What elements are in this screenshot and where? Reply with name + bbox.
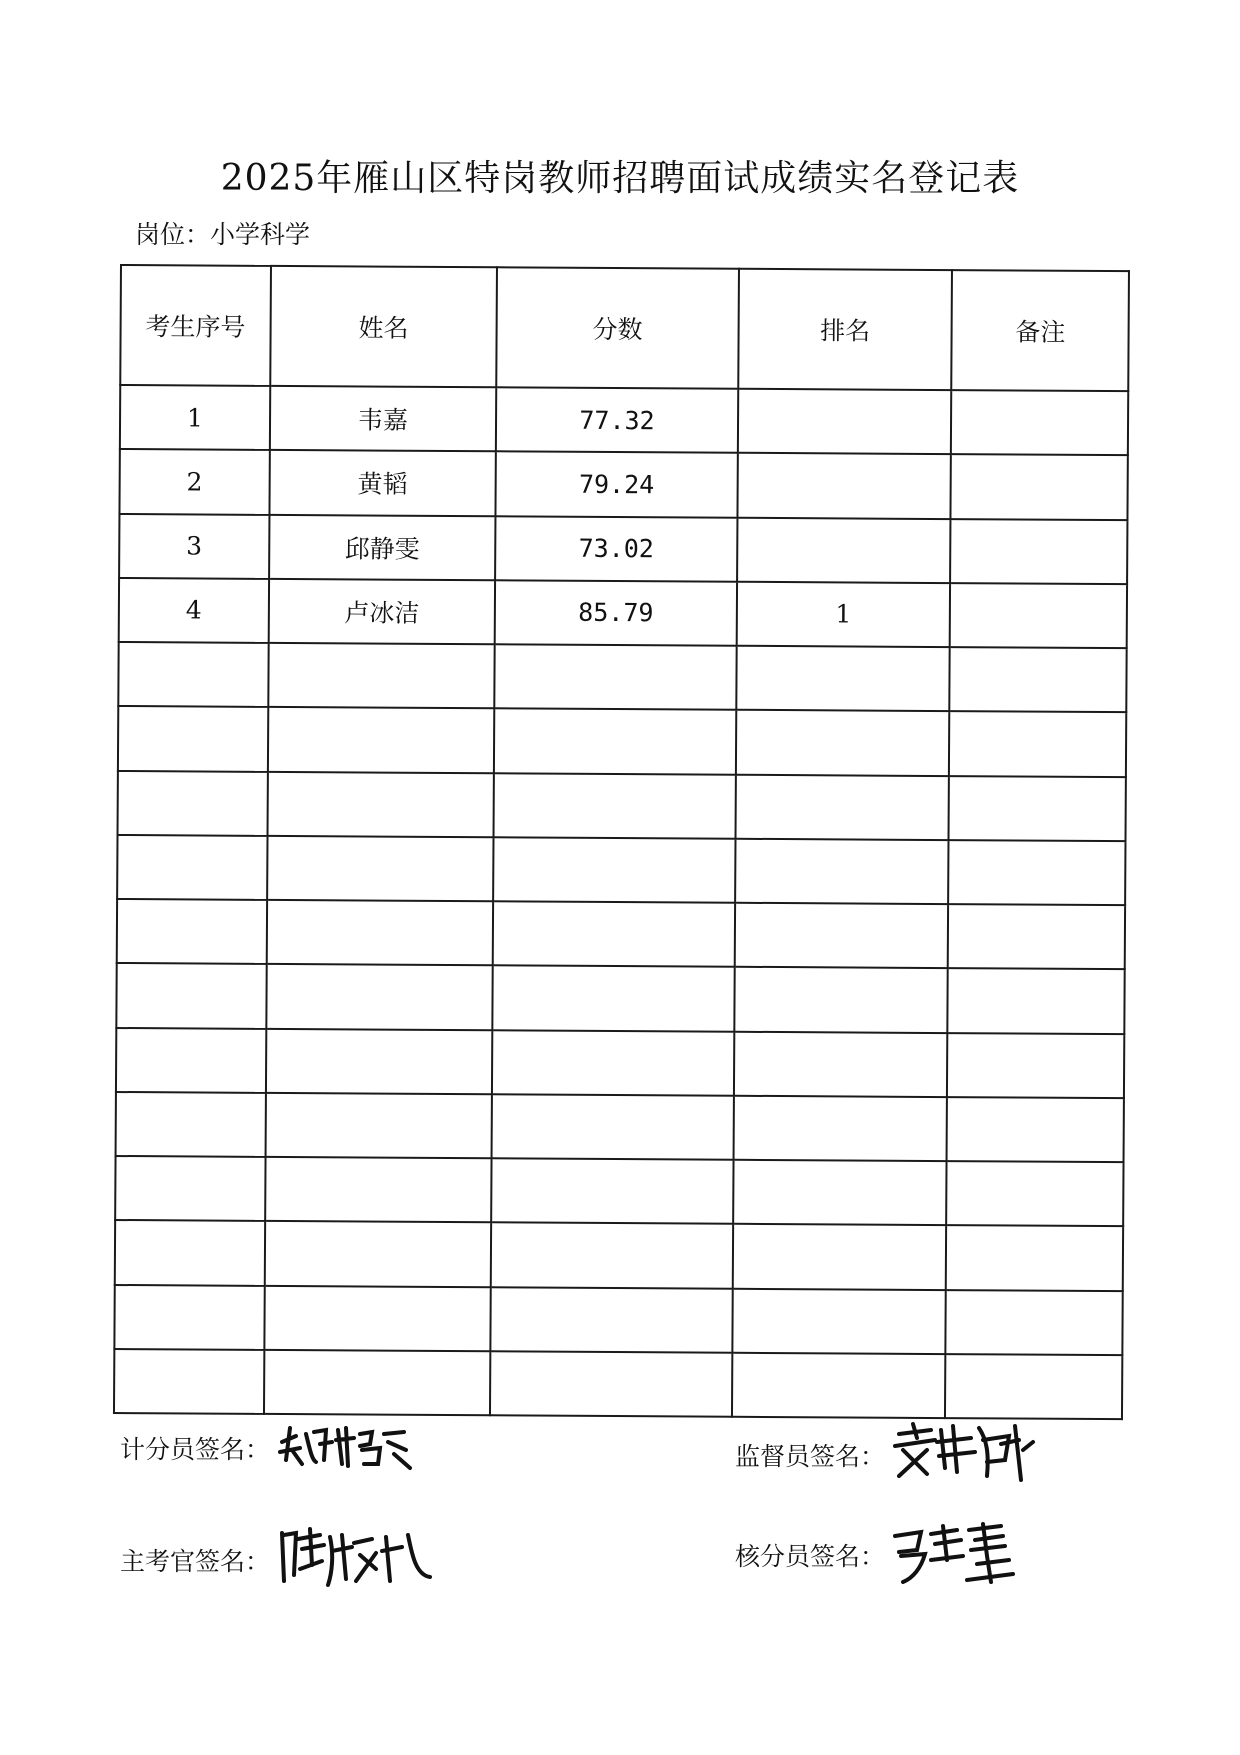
table-row xyxy=(119,449,1127,519)
cell-rank xyxy=(734,1031,948,1097)
cell-note xyxy=(951,390,1128,455)
score-table xyxy=(113,264,1130,1420)
cell-rank xyxy=(737,517,951,583)
cell-name: 韦嘉 xyxy=(270,386,497,452)
cell-score: 73.02 xyxy=(495,516,737,582)
cell-name: 卢冰洁 xyxy=(268,579,495,645)
cell-rank xyxy=(733,1096,947,1162)
cell-note xyxy=(945,1354,1122,1419)
examiner-label: 主考官签名： xyxy=(120,1547,271,1576)
cell-rank xyxy=(732,1288,946,1354)
cell-rank xyxy=(735,839,949,905)
post-line: 岗位：小学科学 xyxy=(135,220,311,249)
cell-score xyxy=(493,837,735,903)
table-row xyxy=(120,385,1128,455)
table-row xyxy=(117,899,1125,969)
cell-name: 黄韬 xyxy=(269,450,496,516)
page-title: 2025年雁山区特岗教师招聘面试成绩实名登记表 xyxy=(220,158,1020,199)
cell-seq xyxy=(115,1220,265,1285)
cell-seq: 3 xyxy=(119,514,269,579)
cell-seq: 1 xyxy=(120,385,270,450)
cell-seq xyxy=(116,963,266,1028)
cell-note xyxy=(949,776,1126,841)
cell-score xyxy=(493,966,735,1032)
header-name: 姓名 xyxy=(270,266,497,387)
cell-seq xyxy=(117,835,267,900)
cell-seq xyxy=(118,706,268,771)
cell-rank xyxy=(734,903,948,969)
table-row xyxy=(118,770,1126,840)
checker-signature xyxy=(891,1520,1021,1590)
cell-rank: 1 xyxy=(736,582,950,648)
cell-score xyxy=(492,1094,734,1160)
cell-note xyxy=(947,1033,1124,1098)
table-row xyxy=(114,1349,1122,1419)
table-row xyxy=(118,706,1126,776)
cell-score xyxy=(494,773,736,839)
examiner-signature-row xyxy=(120,1525,436,1595)
table-row xyxy=(115,1220,1123,1290)
cell-score xyxy=(491,1223,733,1289)
cell-rank xyxy=(733,1224,947,1290)
checker-signature-row xyxy=(735,1520,1021,1590)
cell-score: 85.79 xyxy=(495,580,737,646)
cell-rank xyxy=(736,646,950,712)
cell-score xyxy=(491,1158,733,1224)
cell-score xyxy=(491,1287,733,1353)
table-row xyxy=(116,963,1124,1033)
cell-score xyxy=(493,901,735,967)
supervisor-signature-row xyxy=(735,1420,1041,1490)
cell-note xyxy=(949,711,1126,776)
cell-note xyxy=(950,519,1127,584)
cell-note xyxy=(947,1097,1124,1162)
cell-note xyxy=(948,840,1125,905)
table-body xyxy=(114,385,1128,1419)
cell-name: 邱静雯 xyxy=(269,514,496,580)
cell-seq xyxy=(114,1284,264,1349)
cell-note xyxy=(948,904,1125,969)
cell-seq xyxy=(116,1092,266,1157)
cell-name xyxy=(264,1350,491,1416)
cell-rank xyxy=(734,967,948,1033)
cell-rank xyxy=(732,1353,946,1419)
cell-seq xyxy=(116,1027,266,1092)
table-row xyxy=(119,514,1127,584)
table-row xyxy=(118,642,1126,712)
cell-name xyxy=(266,900,493,966)
cell-score: 79.24 xyxy=(496,452,738,518)
cell-seq: 2 xyxy=(119,449,269,514)
cell-seq: 4 xyxy=(119,578,269,643)
table-row xyxy=(116,1092,1124,1162)
cell-rank xyxy=(733,1160,947,1226)
header-seq: 考生序号 xyxy=(120,265,270,386)
cell-note xyxy=(950,583,1127,648)
cell-score xyxy=(494,644,736,710)
table-header-row xyxy=(120,265,1129,391)
examiner-signature xyxy=(276,1525,436,1595)
table-row xyxy=(116,1027,1124,1097)
cell-name xyxy=(264,1221,491,1287)
cell-rank xyxy=(738,389,952,455)
cell-score xyxy=(494,709,736,775)
header-note: 备注 xyxy=(952,270,1129,391)
cell-note xyxy=(948,968,1125,1033)
cell-rank xyxy=(735,774,949,840)
header-score: 分数 xyxy=(496,267,738,388)
cell-rank xyxy=(737,453,951,519)
cell-note xyxy=(946,1225,1123,1290)
cell-name xyxy=(268,707,495,773)
cell-seq xyxy=(118,642,268,707)
table-row xyxy=(119,578,1127,648)
table-row xyxy=(117,835,1125,905)
supervisor-label: 监督员签名： xyxy=(735,1442,886,1471)
scorer-signature xyxy=(276,1420,416,1476)
cell-rank xyxy=(736,710,950,776)
cell-note xyxy=(950,647,1127,712)
cell-name xyxy=(264,1285,491,1351)
scorer-signature-row xyxy=(120,1420,416,1476)
cell-score xyxy=(492,1030,734,1096)
cell-seq xyxy=(115,1156,265,1221)
cell-name xyxy=(266,1028,493,1094)
cell-note xyxy=(951,454,1128,519)
cell-score xyxy=(490,1351,732,1417)
cell-name xyxy=(265,1093,492,1159)
cell-seq xyxy=(114,1349,264,1414)
cell-note xyxy=(946,1290,1123,1355)
scorer-label: 计分员签名： xyxy=(120,1435,271,1464)
cell-score: 77.32 xyxy=(496,387,738,453)
cell-name xyxy=(268,643,495,709)
cell-seq xyxy=(118,770,268,835)
checker-label: 核分员签名： xyxy=(735,1542,886,1571)
cell-name xyxy=(267,771,494,837)
cell-seq xyxy=(117,899,267,964)
table-row xyxy=(115,1156,1123,1226)
cell-name xyxy=(266,964,493,1030)
cell-name xyxy=(267,836,494,902)
table-row xyxy=(114,1284,1122,1354)
supervisor-signature xyxy=(891,1420,1041,1490)
header-rank: 排名 xyxy=(738,269,952,390)
cell-note xyxy=(946,1161,1123,1226)
cell-name xyxy=(265,1157,492,1223)
